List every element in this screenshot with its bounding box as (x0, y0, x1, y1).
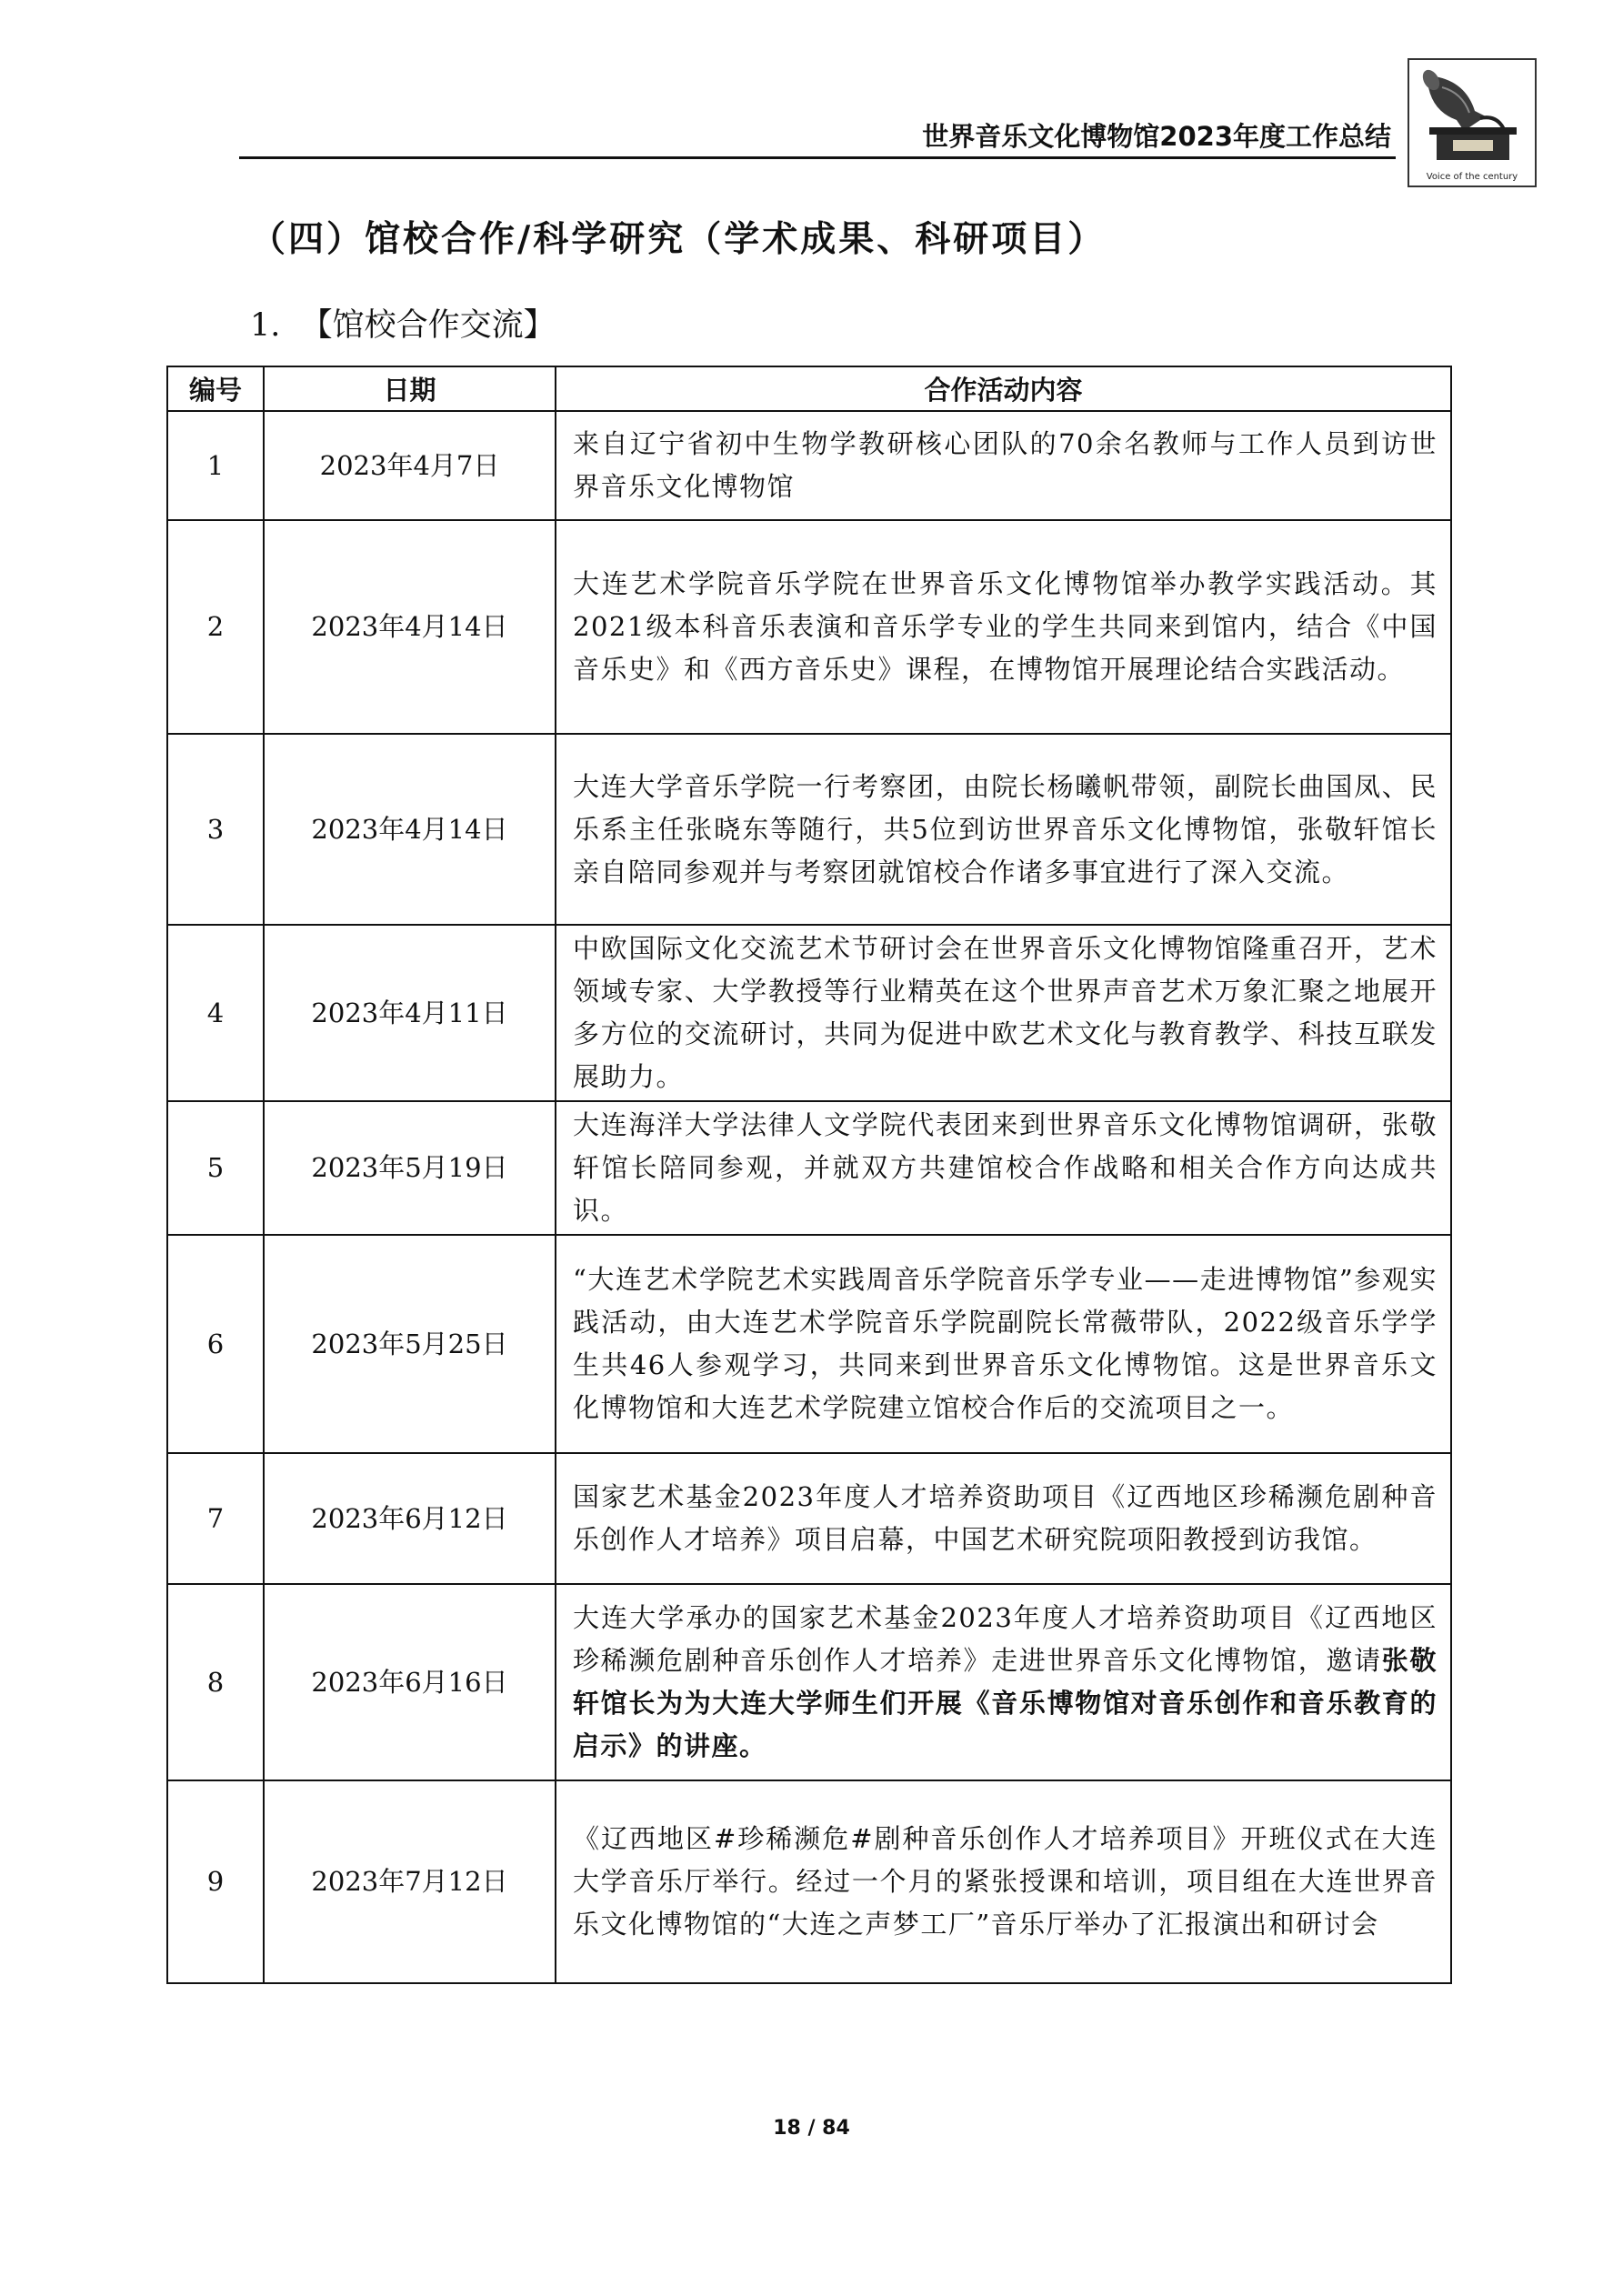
header-rule (239, 156, 1396, 159)
row-content: 大连大学音乐学院一行考察团，由院长杨曦帆带领，副院长曲国凤、民乐系主任张晓东等随行，共5位到访世界音乐文化博物馆，张敬轩馆长亲自陪同参观并与考察团就馆校合作诸多事宜进行了深入交流。 (556, 734, 1451, 925)
row-date: 2023年4月14日 (264, 734, 556, 925)
table-row (167, 925, 1451, 1101)
row-content: 中欧国际文化交流艺术节研讨会在世界音乐文化博物馆隆重召开，艺术领域专家、大学教授等行业精英在这个世界声音艺术万象汇聚之地展开多方位的交流研讨，共同为促进中欧艺术文化与教育教学、科技互联发展助力。 (556, 925, 1451, 1101)
row-content: 来自辽宁省初中生物学教研核心团队的70余名教师与工作人员到访世界音乐文化博物馆 (556, 411, 1451, 520)
row-date: 2023年7月12日 (264, 1780, 556, 1983)
cooperation-table (166, 366, 1452, 1984)
row-number: 7 (167, 1453, 264, 1584)
row-date: 2023年4月7日 (264, 411, 556, 520)
row-number: 3 (167, 734, 264, 925)
row-date: 2023年5月25日 (264, 1235, 556, 1453)
row-date: 2023年6月12日 (264, 1453, 556, 1584)
table-row (167, 1780, 1451, 1983)
row-content (556, 1584, 1451, 1780)
row-content: 大连海洋大学法律人文学院代表团来到世界音乐文化博物馆调研，张敬轩馆长陪同参观，并就双方共建馆校合作战略和相关合作方向达成共识。 (556, 1101, 1451, 1235)
table-header-row (167, 366, 1451, 411)
row-content: “大连艺术学院艺术实践周音乐学院音乐学专业——走进博物馆”参观实践活动，由大连艺术学院音乐学院副院长常薇带队，2022级音乐学学生共46人参观学习，共同来到世界音乐文化博物馆。这是世界音乐文化博物馆和大连艺术学院建立馆校合作后的交流项目之一。 (556, 1235, 1451, 1453)
table-row (167, 734, 1451, 925)
row-content-text: 大连大学承办的国家艺术基金2023年度人才培养资助项目《辽西地区珍稀濒危剧种音乐创作人才培养》走进世界音乐文化博物馆，邀请 (573, 1602, 1438, 1676)
row-content: 国家艺术基金2023年度人才培养资助项目《辽西地区珍稀濒危剧种音乐创作人才培养》项目启幕，中国艺术研究院项阳教授到访我馆。 (556, 1453, 1451, 1584)
row-number: 6 (167, 1235, 264, 1453)
row-date: 2023年4月11日 (264, 925, 556, 1101)
table-row (167, 1453, 1451, 1584)
row-number: 2 (167, 520, 264, 734)
row-date: 2023年5月19日 (264, 1101, 556, 1235)
row-number: 5 (167, 1101, 264, 1235)
row-number: 1 (167, 411, 264, 520)
table-row (167, 1235, 1451, 1453)
row-content: 《辽西地区#珍稀濒危#剧种音乐创作人才培养项目》开班仪式在大连大学音乐厅举行。经过一个月的紧张授课和培训，项目组在大连世界音乐文化博物馆的“大连之声梦工厂”音乐厅举办了汇报演出和研讨会 (556, 1780, 1451, 1983)
table-row (167, 1101, 1451, 1235)
row-number: 4 (167, 925, 264, 1101)
header-content: 合作活动内容 (556, 366, 1451, 411)
page-number: 18 / 84 (773, 2117, 850, 2140)
table-row (167, 1584, 1451, 1780)
row-number: 8 (167, 1584, 264, 1780)
header-title: 世界音乐文化博物馆2023年度工作总结 (922, 121, 1391, 152)
table-row (167, 411, 1451, 520)
museum-logo (1408, 58, 1537, 187)
row-date: 2023年4月14日 (264, 520, 556, 734)
header-number: 编号 (167, 366, 264, 411)
header-date: 日期 (264, 366, 556, 411)
row-content-bold-text: 张敬轩馆长为为大连大学师生们开展《音乐博物馆对音乐创作和音乐教育的启示》的讲座。 (573, 1645, 1438, 1761)
logo-caption: Voice of the century (1426, 172, 1518, 182)
subsection-title: 1. 【馆校合作交流】 (250, 307, 556, 344)
row-content: 大连艺术学院音乐学院在世界音乐文化博物馆举办教学实践活动。其2021级本科音乐表演和音乐学专业的学生共同来到馆内，结合《中国音乐史》和《西方音乐史》课程，在博物馆开展理论结合实践活动。 (556, 520, 1451, 734)
section-title: （四）馆校合作/科学研究（学术成果、科研项目） (250, 219, 1107, 260)
row-date: 2023年6月16日 (264, 1584, 556, 1780)
gramophone-icon (1409, 60, 1535, 185)
table-row (167, 520, 1451, 734)
row-number: 9 (167, 1780, 264, 1983)
